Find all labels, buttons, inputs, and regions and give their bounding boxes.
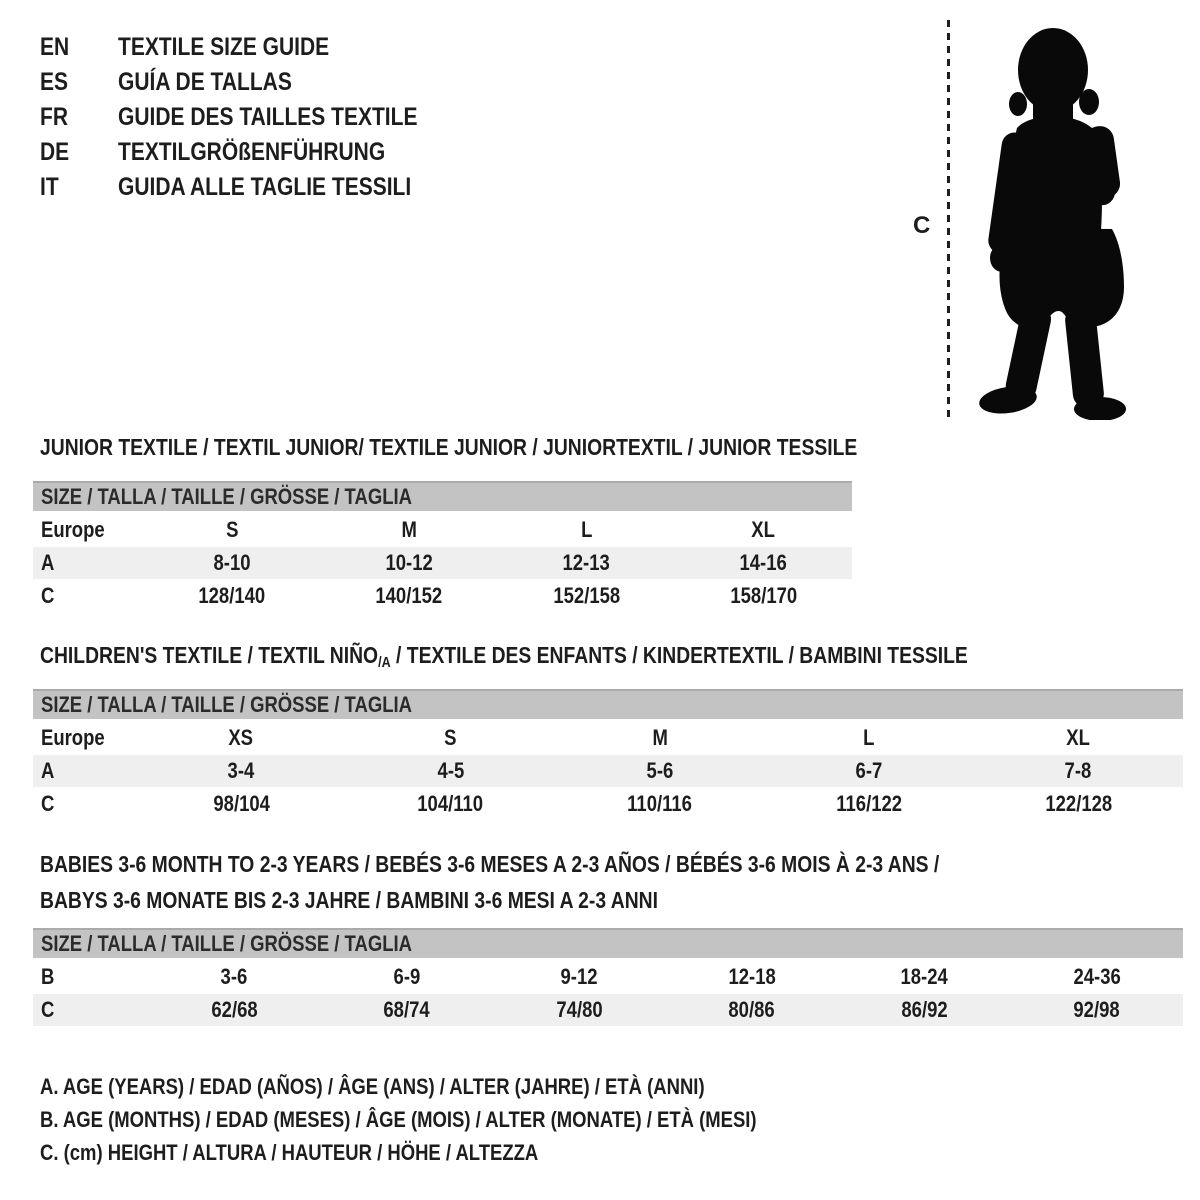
legend-label: GUÍA DE TALLAS: [118, 68, 292, 96]
size-cell: S: [225, 517, 239, 542]
size-cell: L: [580, 517, 592, 542]
size-cell: S: [444, 725, 457, 750]
language-legend: [40, 30, 475, 205]
legend-row-es: [40, 65, 475, 100]
height-dimension-label: C: [913, 212, 931, 239]
size-cell: 128/140: [198, 583, 266, 608]
language-code: FR: [40, 103, 68, 131]
row-label: A: [41, 550, 55, 575]
junior-title-text: JUNIOR TEXTILE / TEXTIL JUNIOR/ TEXTILE JUNIOR / JUNIORTEXTIL / JUNIOR TESSILE: [40, 434, 858, 460]
size-cell: XL: [1066, 725, 1091, 750]
size-cell: 86/92: [901, 997, 948, 1022]
size-cell: 116/122: [836, 791, 902, 816]
table-row: [33, 514, 852, 546]
size-table-header: [33, 689, 1183, 719]
babies-title-line2: BABYS 3-6 MONATE BIS 2-3 JAHRE / BAMBINI 3-6 MESI A 2-3 ANNI: [40, 887, 658, 913]
legend-label: TEXTILGRÖßENFÜHRUNG: [118, 138, 386, 166]
row-label: Europe: [41, 517, 105, 542]
size-cell: 158/170: [729, 583, 797, 608]
size-cell: 68/74: [383, 997, 430, 1022]
size-cell: 18-24: [900, 964, 948, 989]
table-row: [33, 788, 1183, 820]
height-measure-line: [947, 20, 950, 418]
babies-size-table: [33, 928, 1183, 1027]
size-cell: 152/158: [552, 583, 620, 608]
size-cell: 122/128: [1044, 791, 1112, 816]
size-cell: 62/68: [211, 997, 258, 1022]
size-cell: 24-36: [1073, 964, 1121, 989]
size-cell: 8-10: [213, 550, 251, 575]
children-section-title: [40, 642, 1145, 671]
footnote-b: B. AGE (MONTHS) / EDAD (MESES) / ÂGE (MOIS) / ALTER (MONATE) / ETÀ (MESI): [40, 1107, 757, 1132]
size-cell: 14-16: [739, 550, 788, 575]
legend-row-en: [40, 30, 475, 65]
language-code: EN: [40, 33, 70, 61]
table-row: [33, 722, 1183, 754]
legend-label: GUIDA ALLE TAGLIE TESSILI: [118, 173, 412, 201]
row-label: C: [41, 997, 55, 1022]
junior-section-title: [40, 434, 1013, 461]
language-code: ES: [40, 68, 69, 96]
height-figure: [905, 14, 1165, 424]
row-label: A: [41, 758, 55, 783]
babies-title-line1: BABIES 3-6 MONTH TO 2-3 YEARS / BEBÉS 3-6 MESES A 2-3 AÑOS / BÉBÉS 3-6 MOIS À 2-3 ANS /: [40, 851, 940, 877]
size-cell: 3-6: [220, 964, 248, 989]
row-label: C: [41, 791, 55, 816]
footnote-a: A. AGE (YEARS) / EDAD (AÑOS) / ÂGE (ANS) / ALTER (JAHRE) / ETÀ (ANNI): [40, 1074, 705, 1099]
size-table-header: [33, 928, 1183, 958]
size-header-text: SIZE / TALLA / TAILLE / GRÖSSE / TAGLIA: [41, 692, 412, 717]
legend-row-it: [40, 170, 475, 205]
size-cell: 4-5: [437, 758, 464, 783]
table-row: [33, 994, 1183, 1026]
children-title-text: CHILDREN'S TEXTILE / TEXTIL NIÑO/A / TEXTILE DES ENFANTS / KINDERTEXTIL / BAMBINI TESSILE: [40, 642, 968, 671]
toddler-silhouette-icon: [961, 16, 1145, 420]
size-table-header: [33, 481, 852, 511]
size-cell: L: [863, 725, 875, 750]
size-cell: 80/86: [728, 997, 775, 1022]
size-cell: 6-9: [393, 964, 421, 989]
size-cell: 98/104: [212, 791, 270, 816]
size-cell: 140/152: [375, 583, 443, 608]
size-cell: M: [652, 725, 668, 750]
size-cell: M: [401, 517, 417, 542]
size-cell: 12-13: [562, 550, 610, 575]
footnote-c: C. (cm) HEIGHT / ALTURA / HAUTEUR / HÖHE / ALTEZZA: [40, 1140, 539, 1165]
size-cell: 74/80: [556, 997, 603, 1022]
table-row: [33, 755, 1183, 787]
legend-label: TEXTILE SIZE GUIDE: [118, 33, 330, 61]
children-title-subscript: /A: [378, 654, 391, 671]
table-row: [33, 580, 852, 612]
footnotes: [40, 1070, 893, 1169]
language-code: DE: [40, 138, 70, 166]
size-header-text: SIZE / TALLA / TAILLE / GRÖSSE / TAGLIA: [41, 484, 412, 509]
legend-label: GUIDE DES TAILLES TEXTILE: [118, 103, 418, 131]
legend-row-fr: [40, 100, 475, 135]
size-cell: 6-7: [855, 758, 883, 783]
size-cell: 110/116: [627, 791, 693, 816]
size-cell: 92/98: [1073, 997, 1120, 1022]
size-cell: 10-12: [385, 550, 433, 575]
table-row: [33, 961, 1183, 993]
row-label: B: [41, 964, 55, 989]
children-size-table: [33, 689, 1183, 821]
size-header-text: SIZE / TALLA / TAILLE / GRÖSSE / TAGLIA: [41, 931, 412, 956]
size-cell: XS: [228, 725, 254, 750]
junior-size-table: [33, 481, 852, 613]
size-cell: 104/110: [417, 791, 484, 816]
row-label: Europe: [41, 725, 105, 750]
size-cell: 5-6: [646, 758, 674, 783]
babies-section-title: [40, 846, 1111, 918]
size-cell: 7-8: [1064, 758, 1092, 783]
size-cell: 9-12: [560, 964, 598, 989]
size-cell: 3-4: [227, 758, 255, 783]
language-code: IT: [40, 173, 59, 201]
table-row: [33, 547, 852, 579]
size-cell: XL: [751, 517, 776, 542]
row-label: C: [41, 583, 55, 608]
legend-row-de: [40, 135, 475, 170]
size-cell: 12-18: [728, 964, 776, 989]
